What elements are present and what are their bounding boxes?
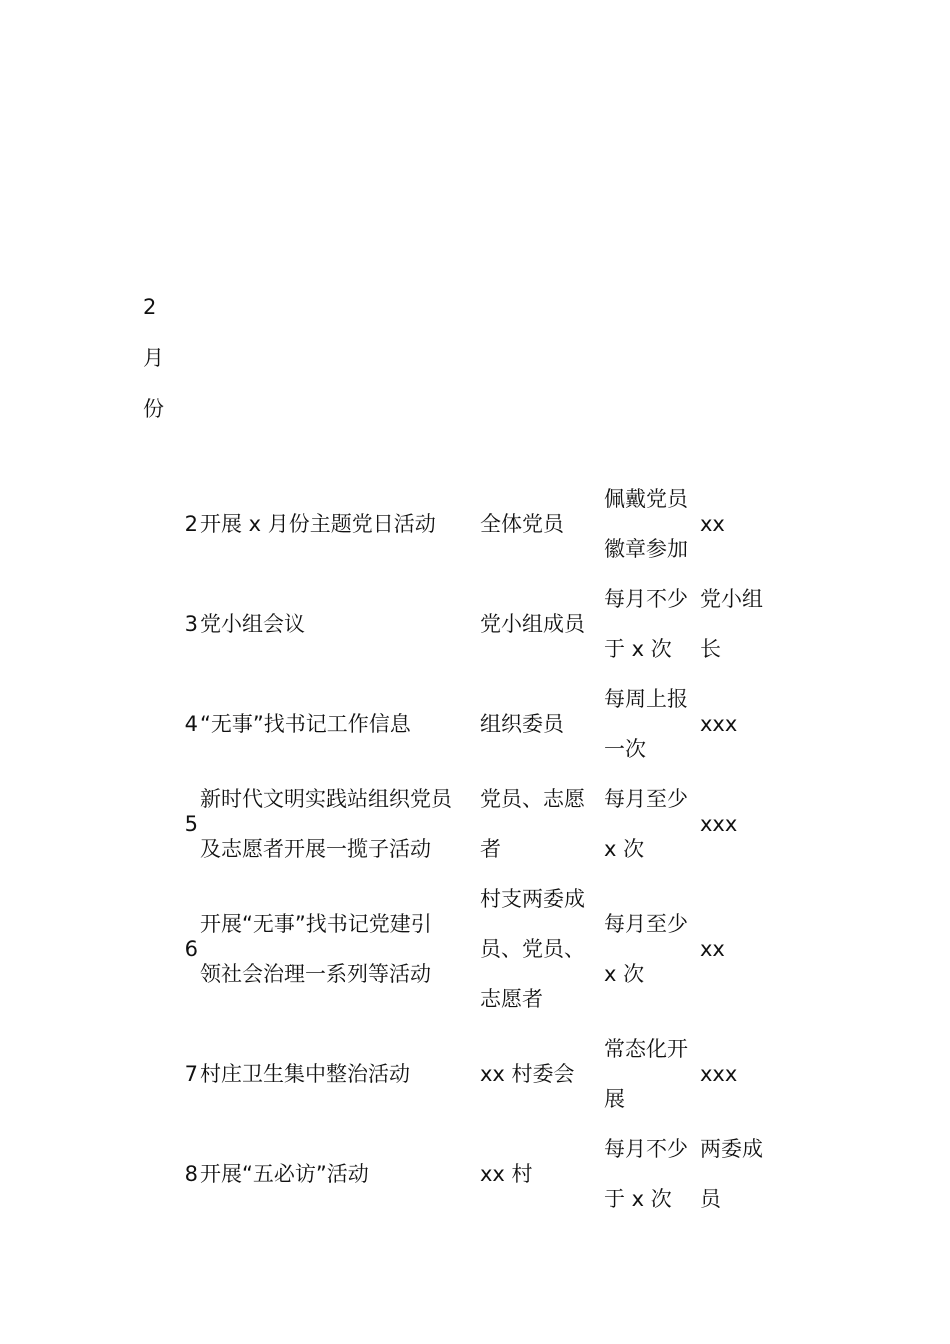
responsible-cell [700,499,780,549]
frequency-cell [604,899,700,999]
frequency-cell [604,1124,700,1224]
responsible-cell [700,799,780,849]
frequency-cell [604,474,700,574]
participants-cell [480,774,604,874]
participants-cell [480,1149,604,1199]
row-number: 6 [184,937,198,961]
month-label [143,282,173,435]
activity-cell [200,599,480,649]
participants-text: 者 [480,837,501,861]
month-label-line: 月 [143,346,164,370]
responsible-text: 两委成 [700,1137,763,1161]
table-row [170,874,790,1024]
activity-plan-table [170,474,790,1224]
responsible-cell [700,1124,780,1224]
responsible-text: xxx [700,812,738,836]
activity-cell [200,899,480,999]
participants-text: xx 村 [480,1162,533,1186]
participants-text: 村支两委成 [480,887,585,911]
table-row [170,474,790,574]
responsible-text: xx [700,512,725,536]
responsible-text: 党小组 [700,587,763,611]
activity-text: 及志愿者开展一揽子活动 [200,837,431,861]
participants-text: 党员、志愿 [480,787,585,811]
frequency-text: 展 [604,1087,625,1111]
responsible-cell [700,574,780,674]
participants-cell [480,599,604,649]
frequency-text: 于 x 次 [604,637,672,661]
month-label-line: 2 [143,295,157,319]
activity-text: 开展“五必访”活动 [200,1162,369,1186]
frequency-text: x 次 [604,837,645,861]
participants-text: 党小组成员 [480,612,585,636]
frequency-text: 每月不少 [604,587,688,611]
activity-cell [200,499,480,549]
participants-text: 组织委员 [480,712,564,736]
activity-text: 开展“无事”找书记党建引 [200,912,432,936]
frequency-text: 每月至少 [604,912,688,936]
participants-cell [480,1049,604,1099]
responsible-text: xx [700,937,725,961]
row-number: 7 [184,1062,198,1086]
participants-text: xx 村委会 [480,1062,575,1086]
participants-cell [480,874,604,1024]
responsible-text: 长 [700,637,721,661]
frequency-cell [604,574,700,674]
responsible-cell [700,699,780,749]
frequency-text: 每月至少 [604,787,688,811]
responsible-text: xxx [700,712,738,736]
frequency-cell [604,1024,700,1124]
activity-cell [200,699,480,749]
table-row [170,674,790,774]
activity-text: 村庄卫生集中整治活动 [200,1062,410,1086]
row-number: 5 [184,812,198,836]
participants-text: 员、党员、 [480,937,585,961]
activity-cell [200,774,480,874]
frequency-text: 徽章参加 [604,537,688,561]
activity-text: “无事”找书记工作信息 [200,712,411,736]
responsible-cell [700,1049,780,1099]
frequency-cell [604,674,700,774]
row-number: 2 [184,512,198,536]
table-row [170,574,790,674]
responsible-cell [700,924,780,974]
frequency-text: 一次 [604,737,646,761]
responsible-text: xxx [700,1062,738,1086]
frequency-text: 每周上报 [604,687,688,711]
table-row [170,1024,790,1124]
frequency-cell [604,774,700,874]
participants-text: 志愿者 [480,987,543,1011]
responsible-text: 员 [700,1187,721,1211]
row-number: 4 [184,712,198,736]
participants-cell [480,499,604,549]
table-row [170,774,790,874]
activity-text: 新时代文明实践站组织党员 [200,787,452,811]
frequency-text: 佩戴党员 [604,487,688,511]
frequency-text: 每月不少 [604,1137,688,1161]
month-label-line: 份 [143,397,164,421]
activity-text: 开展 x 月份主题党日活动 [200,512,436,536]
row-number: 8 [184,1162,198,1186]
table-row [170,1124,790,1224]
activity-cell [200,1049,480,1099]
activity-cell [200,1149,480,1199]
row-number: 3 [184,612,198,636]
activity-text: 党小组会议 [200,612,305,636]
participants-cell [480,699,604,749]
frequency-text: 于 x 次 [604,1187,672,1211]
frequency-text: 常态化开 [604,1037,688,1061]
participants-text: 全体党员 [480,512,564,536]
activity-text: 领社会治理一系列等活动 [200,962,431,986]
frequency-text: x 次 [604,962,645,986]
